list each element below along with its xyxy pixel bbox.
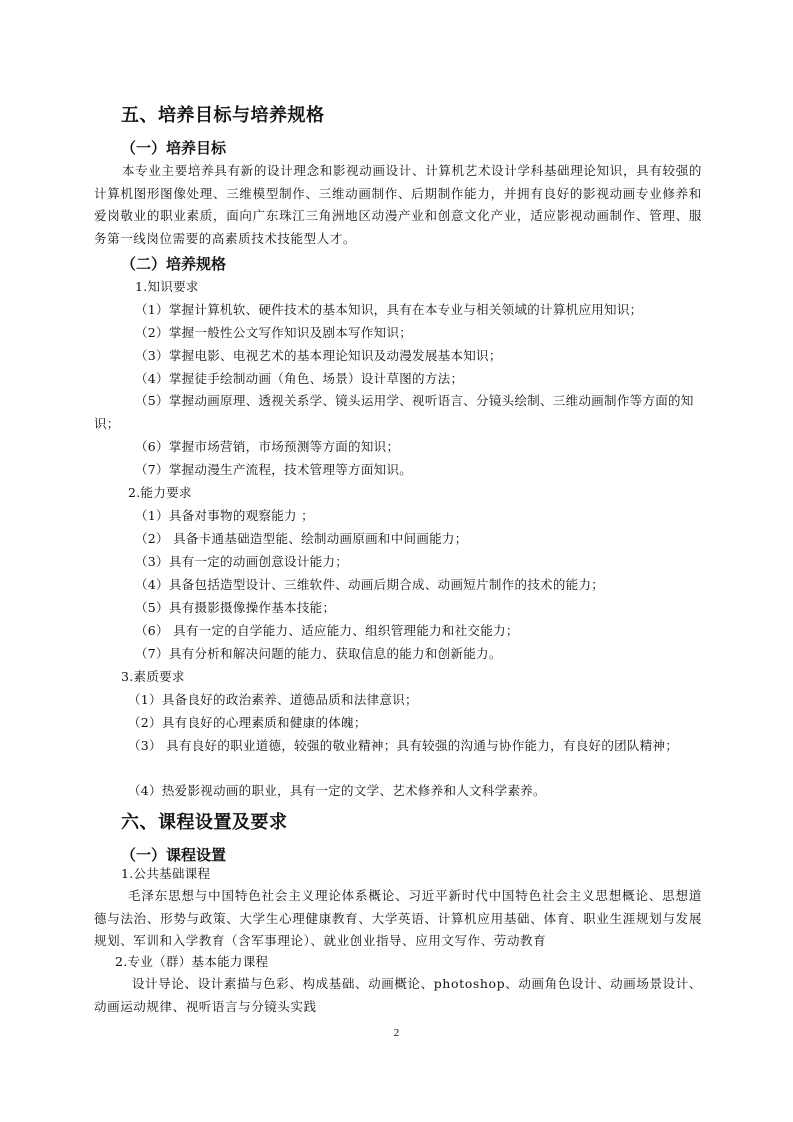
knowledge-item: （6）掌握市场营销，市场预测等方面的知识；: [135, 439, 400, 454]
section-5-title: 五、培养目标与培养规格: [121, 105, 325, 126]
quality-item: （2）具有良好的心理素质和健康的体魄；: [128, 715, 367, 730]
knowledge-item: （7）掌握动漫生产流程，技术管理等方面知识。: [135, 462, 413, 477]
major-courses-heading: 2.专业（群）基本能力课程: [115, 954, 269, 969]
quality-item: （3） 具有良好的职业道德，较强的敬业精神；具有较强的沟通与协作能力，有良好的团队精神；: [128, 738, 679, 753]
training-goal-title: （一）培养目标: [121, 139, 227, 157]
knowledge-item: （3）掌握电影、电视艺术的基本理论知识及动漫发展基本知识；: [135, 348, 502, 363]
knowledge-item: （5）掌握动画原理、透视关系学、镜头运用学、视听语言、分镜头绘制、三维动画制作等方面的知识；: [94, 393, 694, 431]
page-number: 2: [393, 1027, 400, 1039]
ability-item: （3）具有一定的动画创意设计能力；: [135, 554, 349, 569]
ability-item: （6） 具有一定的自学能力、适应能力、组织管理能力和社交能力；: [135, 623, 519, 638]
section-6-title: 六、课程设置及要求: [121, 812, 288, 833]
major-courses-text: 设计导论、设计素描与色彩、构成基础、动画概论、photoshop、动画角色设计、动画场景设计、动画运动规律、视听语言与分镜头实践: [94, 976, 702, 1014]
public-courses-heading: 1.公共基础课程: [121, 866, 211, 881]
ability-item: （1）具备对事物的观察能力 ；: [135, 508, 314, 523]
knowledge-item: （1）掌握计算机软、硬件技术的基本知识，具有在本专业与相关领域的计算机应用知识；: [135, 302, 643, 317]
ability-heading: 2.能力要求: [128, 485, 192, 500]
knowledge-item: （4）掌握徒手绘制动画（角色、场景）设计草图的方法；: [135, 371, 464, 386]
quality-item: （1）具备良好的政治素养、道德品质和法律意识；: [128, 692, 418, 707]
course-setting-title: （一）课程设置: [121, 846, 227, 864]
ability-item: （2） 具备卡通基础造型能、绘制动画原画和中间画能力；: [135, 531, 468, 546]
ability-item: （7）具有分析和解决问题的能力、获取信息的能力和创新能力。: [135, 646, 502, 661]
knowledge-item: （2）掌握一般性公文写作知识及剧本写作知识；: [135, 325, 413, 340]
ability-item: （5）具有摄影摄像操作基本技能；: [135, 600, 336, 615]
quality-item: （4）热爱影视动画的职业，具有一定的文学、艺术修养和人文科学素养。: [128, 783, 546, 798]
ability-item: （4）具备包括造型设计、三维软件、动画后期合成、动画短片制作的技术的能力；: [135, 577, 605, 592]
public-courses-text: 毛泽东思想与中国特色社会主义理论体系概论、习近平新时代中国特色社会主义思想概论、思想道德与法治、形势与政策、大学生心理健康教育、大学英语、计算机应用基础、体育、职业生涯规划与发展规划、军训和入学教育（含军事理论）、就业创业指导、应用文写作、劳动教育: [94, 888, 702, 948]
training-goal-paragraph: 本专业主要培养具有新的设计理念和影视动画设计、计算机艺术设计学科基础理论知识，具有较强的计算机图形图像处理、三维模型制作、三维动画制作、后期制作能力，并拥有良好的影视动画专业修养和爱岗敬业的职业素质，面向广东珠江三角洲地区动漫产业和创意文化产业，适应影视动画制作、管理、服务第一线岗位需要的高素质技术技能型人才。: [94, 163, 702, 246]
knowledge-heading: 1.知识要求: [135, 279, 199, 294]
training-spec-title: （二）培养规格: [121, 255, 227, 273]
quality-heading: 3.素质要求: [121, 669, 185, 684]
